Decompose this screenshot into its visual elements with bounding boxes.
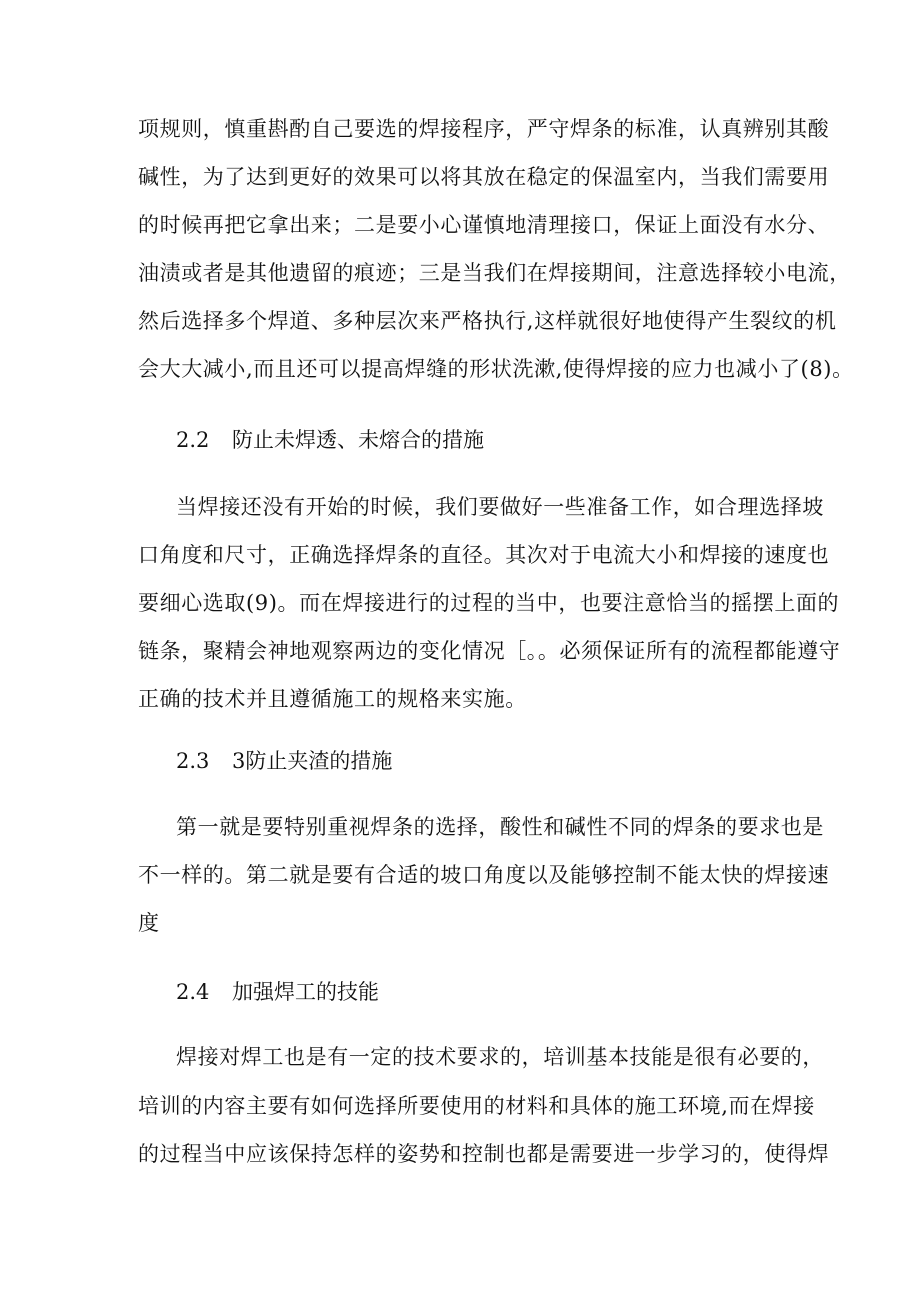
section-number: 2.4 <box>176 980 210 1004</box>
section-heading-2-4 <box>176 977 379 1007</box>
paragraph-line: 当焊接还没有开始的时候，我们要做好一些准备工作，如合理选择坡 <box>176 495 824 519</box>
section-heading-2-2 <box>176 425 484 455</box>
paragraph-line: 会大大减小,而且还可以提高焊缝的形状洗漱,使得焊接的应力也减小了(8)。 <box>138 357 854 381</box>
section-title: 加强焊工的技能 <box>232 980 379 1004</box>
paragraph-line: 的过程当中应该保持怎样的姿势和控制也都是需要进一步学习的，使得焊 <box>138 1142 830 1166</box>
section-title: 3防止夹渣的措施 <box>232 749 393 773</box>
section-heading-2-3 <box>176 746 392 776</box>
paragraph-line: 油渍或者是其他遗留的痕迹；三是当我们在焊接期间，注意选择较小电流， <box>138 261 851 285</box>
paragraph-line: 培训的内容主要有如何选择所要使用的材料和具体的施工环境,而在焊接 <box>138 1094 815 1118</box>
paragraph-line: 项规则，慎重斟酌自己要选的焊接程序，严守焊条的标准，认真辨别其酸 <box>138 117 830 141</box>
paragraph-line: 度 <box>138 911 160 935</box>
paragraph-line: 要细心选取(9)。而在焊接进行的过程的当中，也要注意恰当的摇摆上面的 <box>138 591 840 615</box>
paragraph-line: 然后选择多个焊道、多种层次来严格执行,这样就很好地使得产生裂纹的机 <box>138 309 837 333</box>
paragraph-line: 不一样的。第二就是要有合适的坡口角度以及能够控制不能太快的焊接速 <box>138 863 830 887</box>
paragraph-line: 正确的技术并且遵循施工的规格来实施。 <box>138 687 527 711</box>
paragraph-line: 第一就是要特别重视焊条的选择，酸性和碱性不同的焊条的要求也是 <box>176 815 824 839</box>
paragraph-line: 口角度和尺寸，正确选择焊条的直径。其次对于电流大小和焊接的速度也 <box>138 543 830 567</box>
paragraph-line: 焊接对焊工也是有一定的技术要求的，培训基本技能是很有必要的， <box>176 1045 824 1069</box>
section-title: 防止未焊透、未熔合的措施 <box>232 428 484 452</box>
paragraph-line: 的时候再把它拿出来；二是要小心谨慎地清理接口，保证上面没有水分、 <box>138 213 830 237</box>
paragraph-line: 链条，聚精会神地观察两边的变化情况［。。必须保证所有的流程都能遵守 <box>138 639 841 663</box>
section-number: 2.2 <box>176 428 210 452</box>
section-number: 2.3 <box>176 749 210 773</box>
paragraph-line: 碱性，为了达到更好的效果可以将其放在稳定的保温室内，当我们需要用 <box>138 165 830 189</box>
